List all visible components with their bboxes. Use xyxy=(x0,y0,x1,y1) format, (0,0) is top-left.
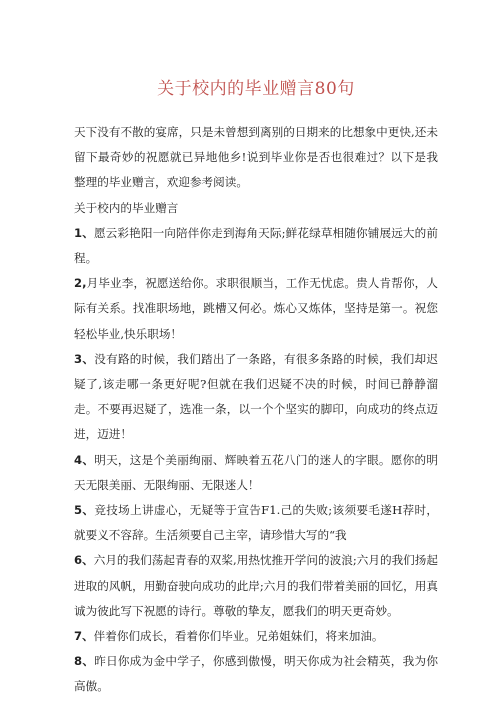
document-title: 关于校内的毕业赠言80句 xyxy=(157,79,355,99)
list-item xyxy=(74,448,438,498)
list-item xyxy=(74,271,438,347)
item-number: 6、 xyxy=(74,553,94,568)
item-number: 4、 xyxy=(74,452,95,467)
item-number: 2, xyxy=(74,276,87,291)
list-item xyxy=(74,221,438,271)
item-text: 月毕业李，祝愿送给你。求职很顺当，工作无忧虑。贵人肯帮你，人际有关系。找准职场地，跳槽又何必。炼心又炼体，坚持是第一。祝您轻松毕业,快乐职场！ xyxy=(74,276,438,341)
item-number: 5、 xyxy=(74,503,95,518)
item-number: 3、 xyxy=(74,351,95,366)
list-item xyxy=(74,548,438,624)
section-subheading: 关于校内的毕业赠言 xyxy=(74,200,179,215)
item-text: 没有路的时候，我们踏出了一条路，有很多条路的时候，我们却迟疑了,该走哪一条更好呢?但就在我们迟疑不决的时候，时间已静静溜走。不要再迟疑了，选准一条，以一个个坚实的脚印，向成功的终点迈进，迈进！ xyxy=(74,351,438,442)
list-item xyxy=(74,498,438,548)
item-number: 7、 xyxy=(74,629,94,644)
list-item xyxy=(74,347,438,448)
item-number: 1、 xyxy=(74,225,94,240)
list-item xyxy=(74,624,438,649)
item-text: 昨日你成为金中学子，你感到傲慢，明天你成为社会精英，我为你高傲。 xyxy=(74,654,438,694)
item-text: 愿云彩艳阳一向陪伴你走到海角天际;鲜花绿草相随你铺展远大的前程。 xyxy=(74,225,438,266)
list-item xyxy=(74,649,438,699)
item-text: 伴着你们成长，看着你们毕业。兄弟姐妹们，将来加油。 xyxy=(93,629,384,644)
item-text: 明天，这是个美丽绚丽、辉映着五花八门的迷人的字眼。愿你的明天无限美丽、无限绚丽、无限迷人！ xyxy=(74,452,438,492)
item-text: 六月的我们荡起青春的双桨,用热忱推开学问的波浪;六月的我们扬起进取的风帆，用勤奋驶向成功的此岸;六月的我们带着美丽的回忆，用真诚为彼此写下祝愿的诗行。尊敬的挚友，愿我们的明天更奇妙。 xyxy=(74,553,438,618)
item-text: 竞技场上讲虚心，无疑等于宣告F1.己的失败;该须要毛遂H荐时，就要义不容辞。生活须要自己主宰，请珍惜大写的“我 xyxy=(74,503,438,543)
intro-paragraph: 天下没有不散的宴席，只是未曾想到离别的日期来的比想象中更快,还未留下最奇妙的祝愿就已异地他乡!说到毕业你是否也很难过？以下是我整理的毕业赠言，欢迎参考阅读。 xyxy=(74,125,438,190)
item-number: 8、 xyxy=(74,654,95,669)
